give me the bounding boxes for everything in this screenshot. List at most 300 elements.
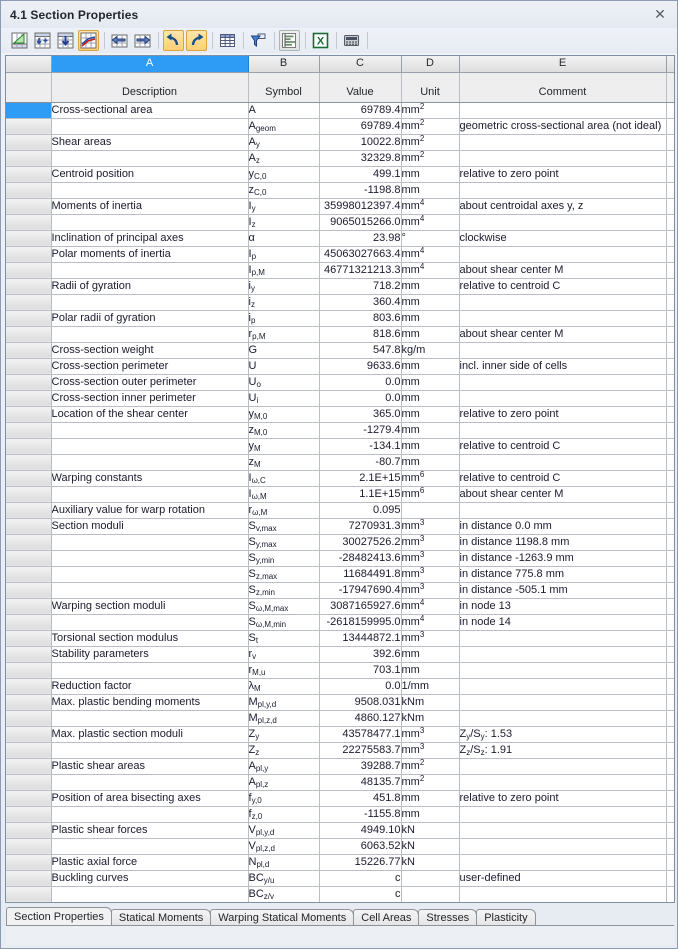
cell-comment[interactable] — [459, 630, 666, 646]
cell-unit[interactable]: kNm — [401, 694, 459, 710]
cell-symbol[interactable]: $A_{pl,z}$ — [248, 774, 319, 790]
table-row[interactable] — [6, 822, 674, 838]
cell-symbol[interactable]: $r_{\omega,M}$ — [248, 502, 319, 518]
cell-symbol[interactable]: $Z_z$ — [248, 742, 319, 758]
cell-description[interactable]: Cross-section perimeter — [51, 358, 248, 374]
table-row[interactable] — [6, 182, 674, 198]
tab-plasticity[interactable]: Plasticity — [476, 909, 535, 926]
grid-corner-cell[interactable] — [6, 56, 51, 72]
cell-comment[interactable]: $Z_z/S_z$: 1.91 — [459, 742, 666, 758]
cell-value[interactable]: 11684491.8 — [319, 566, 401, 582]
results-table-container[interactable] — [5, 55, 675, 903]
cell-unit[interactable]: mm — [401, 390, 459, 406]
cell-value[interactable]: 4860.127 — [319, 710, 401, 726]
cell-symbol[interactable]: $N_{pl,d}$ — [248, 854, 319, 870]
row-header[interactable] — [6, 198, 51, 214]
cell-description[interactable]: Torsional section modulus — [51, 630, 248, 646]
cell-symbol[interactable]: $S_{\omega,M,max}$ — [248, 598, 319, 614]
cell-value[interactable]: 39288.7 — [319, 758, 401, 774]
next-arrow-icon[interactable] — [132, 30, 153, 51]
calculator-icon[interactable] — [341, 30, 362, 51]
cell-value[interactable]: 22275583.7 — [319, 742, 401, 758]
cell-symbol[interactable]: $A_y$ — [248, 134, 319, 150]
cell-symbol[interactable]: U — [248, 358, 319, 374]
cell-description[interactable] — [51, 774, 248, 790]
column-header-a[interactable]: A — [51, 56, 248, 72]
cell-unit[interactable]: $mm^3$ — [401, 566, 459, 582]
tab-statical-moments[interactable]: Statical Moments — [111, 909, 211, 926]
cell-unit[interactable]: $mm^3$ — [401, 534, 459, 550]
cell-comment[interactable] — [459, 886, 666, 902]
cell-description[interactable]: Warping section moduli — [51, 598, 248, 614]
cell-unit[interactable]: mm — [401, 438, 459, 454]
import-down-icon[interactable] — [55, 30, 76, 51]
row-header[interactable] — [6, 694, 51, 710]
row-header[interactable] — [6, 262, 51, 278]
cell-description[interactable]: Plastic shear areas — [51, 758, 248, 774]
cell-comment[interactable]: in node 14 — [459, 614, 666, 630]
bar-results-icon[interactable] — [279, 30, 300, 51]
cell-value[interactable]: c — [319, 886, 401, 902]
table-row[interactable] — [6, 710, 674, 726]
column-header-d[interactable]: D — [401, 56, 459, 72]
row-header[interactable] — [6, 310, 51, 326]
cell-value[interactable]: 3087165927.6 — [319, 598, 401, 614]
cell-description[interactable]: Location of the shear center — [51, 406, 248, 422]
cell-value[interactable]: 499.1 — [319, 166, 401, 182]
cell-symbol[interactable]: $V_{pl,z,d}$ — [248, 838, 319, 854]
cell-unit[interactable]: $mm^3$ — [401, 726, 459, 742]
cell-symbol[interactable]: $M_{pl,y,d}$ — [248, 694, 319, 710]
cell-value[interactable]: 360.4 — [319, 294, 401, 310]
cell-unit[interactable]: kN — [401, 822, 459, 838]
cell-unit[interactable]: $mm^4$ — [401, 262, 459, 278]
table-row[interactable] — [6, 166, 674, 182]
cell-value[interactable]: 4949.10 — [319, 822, 401, 838]
cell-comment[interactable] — [459, 214, 666, 230]
cell-description[interactable]: Polar radii of gyration — [51, 310, 248, 326]
row-header[interactable] — [6, 838, 51, 854]
cell-comment[interactable] — [459, 822, 666, 838]
table-row[interactable] — [6, 646, 674, 662]
table-row[interactable] — [6, 518, 674, 534]
cell-description[interactable]: Inclination of principal axes — [51, 230, 248, 246]
row-header[interactable] — [6, 550, 51, 566]
table-row[interactable] — [6, 886, 674, 902]
cell-description[interactable] — [51, 886, 248, 902]
table-row[interactable] — [6, 230, 674, 246]
table-row[interactable] — [6, 598, 674, 614]
cell-comment[interactable]: in distance -1263.9 mm — [459, 550, 666, 566]
table-row[interactable] — [6, 614, 674, 630]
row-header[interactable] — [6, 214, 51, 230]
row-header[interactable] — [6, 246, 51, 262]
cell-value[interactable]: 0.0 — [319, 678, 401, 694]
cell-value[interactable]: 23.98 — [319, 230, 401, 246]
table-grid-icon[interactable] — [217, 30, 238, 51]
cell-symbol[interactable]: $i_y$ — [248, 278, 319, 294]
cell-comment[interactable] — [459, 374, 666, 390]
cell-unit[interactable]: $mm^3$ — [401, 742, 459, 758]
cell-description[interactable] — [51, 150, 248, 166]
cell-value[interactable]: 0.0 — [319, 374, 401, 390]
cell-symbol[interactable]: α — [248, 230, 319, 246]
cell-comment[interactable]: about shear center M — [459, 262, 666, 278]
cell-value[interactable]: -1279.4 — [319, 422, 401, 438]
cell-symbol[interactable]: $z_{M,0}$ — [248, 422, 319, 438]
cell-comment[interactable] — [459, 422, 666, 438]
cell-description[interactable] — [51, 838, 248, 854]
table-row[interactable] — [6, 438, 674, 454]
cell-comment[interactable]: relative to centroid C — [459, 278, 666, 294]
cell-description[interactable]: Reduction factor — [51, 678, 248, 694]
table-row[interactable] — [6, 118, 674, 134]
row-header[interactable] — [6, 518, 51, 534]
cell-value[interactable]: 818.6 — [319, 326, 401, 342]
cell-unit[interactable]: mm — [401, 422, 459, 438]
row-header[interactable] — [6, 390, 51, 406]
cell-value[interactable]: 6063.52 — [319, 838, 401, 854]
cell-description[interactable] — [51, 182, 248, 198]
cell-symbol[interactable]: $BC_{y/u}$ — [248, 870, 319, 886]
row-header[interactable] — [6, 470, 51, 486]
cell-value[interactable]: 1.1E+15 — [319, 486, 401, 502]
cell-comment[interactable] — [459, 838, 666, 854]
cell-comment[interactable]: clockwise — [459, 230, 666, 246]
cell-comment[interactable] — [459, 390, 666, 406]
cell-description[interactable] — [51, 614, 248, 630]
cell-description[interactable]: Cross-section outer perimeter — [51, 374, 248, 390]
cell-description[interactable]: Cross-sectional area — [51, 102, 248, 118]
row-header[interactable] — [6, 438, 51, 454]
cell-symbol[interactable]: $Z_y$ — [248, 726, 319, 742]
table-row[interactable] — [6, 454, 674, 470]
cell-unit[interactable]: $mm^2$ — [401, 102, 459, 118]
table-row[interactable] — [6, 246, 674, 262]
cell-comment[interactable]: user-defined — [459, 870, 666, 886]
row-header[interactable] — [6, 118, 51, 134]
cell-description[interactable] — [51, 742, 248, 758]
cell-symbol[interactable]: $S_{y,max}$ — [248, 534, 319, 550]
cell-unit[interactable]: $mm^3$ — [401, 550, 459, 566]
cell-value[interactable]: 46771321213.3 — [319, 262, 401, 278]
cell-comment[interactable]: in distance -505.1 mm — [459, 582, 666, 598]
cell-unit[interactable]: mm — [401, 790, 459, 806]
cell-symbol[interactable]: $I_{\omega,M}$ — [248, 486, 319, 502]
cell-unit[interactable]: mm — [401, 166, 459, 182]
row-header[interactable] — [6, 278, 51, 294]
cell-value[interactable]: 69789.4 — [319, 102, 401, 118]
cell-symbol[interactable]: $i_p$ — [248, 310, 319, 326]
cell-symbol[interactable]: $y_{M,0}$ — [248, 406, 319, 422]
cell-value[interactable]: 35998012397.4 — [319, 198, 401, 214]
cell-comment[interactable] — [459, 662, 666, 678]
close-icon[interactable]: ✕ — [654, 6, 666, 23]
cell-unit[interactable]: $mm^4$ — [401, 598, 459, 614]
cell-symbol[interactable]: $y_M$ — [248, 438, 319, 454]
cell-comment[interactable] — [459, 694, 666, 710]
cell-unit[interactable]: mm — [401, 454, 459, 470]
cell-value[interactable]: -2618159995.0 — [319, 614, 401, 630]
row-header[interactable] — [6, 726, 51, 742]
cell-comment[interactable] — [459, 774, 666, 790]
row-header[interactable] — [6, 678, 51, 694]
cell-symbol[interactable]: $S_{\omega,M,min}$ — [248, 614, 319, 630]
table-row[interactable] — [6, 790, 674, 806]
cell-symbol[interactable]: $S_{z,max}$ — [248, 566, 319, 582]
row-header[interactable] — [6, 646, 51, 662]
cell-comment[interactable] — [459, 134, 666, 150]
cell-comment[interactable]: in distance 775.8 mm — [459, 566, 666, 582]
row-header[interactable] — [6, 566, 51, 582]
table-row[interactable] — [6, 134, 674, 150]
cell-unit[interactable]: 1/mm — [401, 678, 459, 694]
cell-value[interactable]: 392.6 — [319, 646, 401, 662]
cell-description[interactable]: Centroid position — [51, 166, 248, 182]
cell-unit[interactable]: $mm^6$ — [401, 470, 459, 486]
cell-symbol[interactable]: $I_{\omega,C}$ — [248, 470, 319, 486]
cell-value[interactable]: 0.0 — [319, 390, 401, 406]
cell-description[interactable]: Max. plastic bending moments — [51, 694, 248, 710]
table-row[interactable] — [6, 758, 674, 774]
cell-symbol[interactable]: $z_{C,0}$ — [248, 182, 319, 198]
cell-description[interactable] — [51, 214, 248, 230]
cell-value[interactable]: -80.7 — [319, 454, 401, 470]
cell-symbol[interactable]: $I_y$ — [248, 198, 319, 214]
cell-comment[interactable]: in node 13 — [459, 598, 666, 614]
cell-comment[interactable] — [459, 310, 666, 326]
cell-unit[interactable] — [401, 870, 459, 886]
cell-comment[interactable] — [459, 646, 666, 662]
cell-comment[interactable]: about shear center M — [459, 326, 666, 342]
table-row[interactable] — [6, 294, 674, 310]
cell-description[interactable] — [51, 582, 248, 598]
row-header[interactable] — [6, 374, 51, 390]
row-header[interactable] — [6, 854, 51, 870]
cell-value[interactable]: 7270931.3 — [319, 518, 401, 534]
row-header[interactable] — [6, 886, 51, 902]
cell-unit[interactable]: $mm^2$ — [401, 134, 459, 150]
cell-value[interactable]: 30027526.2 — [319, 534, 401, 550]
cell-unit[interactable]: $mm^4$ — [401, 246, 459, 262]
cell-unit[interactable]: mm — [401, 646, 459, 662]
cell-description[interactable] — [51, 118, 248, 134]
cell-comment[interactable] — [459, 678, 666, 694]
graphics-icon[interactable] — [9, 30, 30, 51]
table-row[interactable] — [6, 486, 674, 502]
cell-comment[interactable]: relative to centroid C — [459, 470, 666, 486]
cell-comment[interactable] — [459, 710, 666, 726]
cell-unit[interactable]: kNm — [401, 710, 459, 726]
cell-description[interactable] — [51, 710, 248, 726]
cell-value[interactable]: 0.095 — [319, 502, 401, 518]
cell-description[interactable] — [51, 262, 248, 278]
cell-unit[interactable]: mm — [401, 406, 459, 422]
row-header[interactable] — [6, 486, 51, 502]
cell-value[interactable]: 9508.031 — [319, 694, 401, 710]
table-row[interactable] — [6, 678, 674, 694]
cell-description[interactable]: Cross-section weight — [51, 342, 248, 358]
row-header[interactable] — [6, 454, 51, 470]
cell-value[interactable]: 547.8 — [319, 342, 401, 358]
table-row[interactable] — [6, 150, 674, 166]
row-header[interactable] — [6, 182, 51, 198]
row-header[interactable] — [6, 326, 51, 342]
cell-value[interactable]: 15226.77 — [319, 854, 401, 870]
cell-symbol[interactable]: $S_{z,min}$ — [248, 582, 319, 598]
tab-stresses[interactable]: Stresses — [418, 909, 477, 926]
row-header[interactable] — [6, 422, 51, 438]
cell-unit[interactable]: ° — [401, 230, 459, 246]
row-header[interactable] — [6, 822, 51, 838]
cell-value[interactable]: -17947690.4 — [319, 582, 401, 598]
cell-description[interactable]: Cross-section inner perimeter — [51, 390, 248, 406]
table-row[interactable] — [6, 854, 674, 870]
cell-unit[interactable]: mm — [401, 182, 459, 198]
row-header[interactable] — [6, 870, 51, 886]
table-row[interactable] — [6, 358, 674, 374]
tab-cell-areas[interactable]: Cell Areas — [353, 909, 419, 926]
cell-unit[interactable]: mm — [401, 374, 459, 390]
table-row[interactable] — [6, 310, 674, 326]
cell-value[interactable]: c — [319, 870, 401, 886]
cell-unit[interactable]: kN — [401, 838, 459, 854]
cell-description[interactable] — [51, 294, 248, 310]
row-header[interactable] — [6, 774, 51, 790]
row-header[interactable] — [6, 358, 51, 374]
cell-symbol[interactable]: $S_{v,max}$ — [248, 518, 319, 534]
cell-unit[interactable]: mm — [401, 806, 459, 822]
tab-section-properties[interactable]: Section Properties — [6, 907, 112, 926]
cell-comment[interactable] — [459, 102, 666, 118]
cell-comment[interactable]: relative to zero point — [459, 790, 666, 806]
cell-description[interactable]: Plastic axial force — [51, 854, 248, 870]
excel-export-icon[interactable] — [310, 30, 331, 51]
cell-description[interactable]: Max. plastic section moduli — [51, 726, 248, 742]
cell-value[interactable]: 365.0 — [319, 406, 401, 422]
cell-comment[interactable] — [459, 758, 666, 774]
redo-icon[interactable] — [186, 30, 207, 51]
undo-icon[interactable] — [163, 30, 184, 51]
column-header-b[interactable]: B — [248, 56, 319, 72]
table-row[interactable] — [6, 278, 674, 294]
cell-unit[interactable]: $mm^6$ — [401, 486, 459, 502]
cell-description[interactable]: Section moduli — [51, 518, 248, 534]
cell-comment[interactable]: in distance 0.0 mm — [459, 518, 666, 534]
row-header[interactable] — [6, 662, 51, 678]
table-row[interactable] — [6, 102, 674, 118]
cell-description[interactable]: Buckling curves — [51, 870, 248, 886]
cell-description[interactable]: Polar moments of inertia — [51, 246, 248, 262]
cell-value[interactable]: 803.6 — [319, 310, 401, 326]
row-header[interactable] — [6, 134, 51, 150]
cell-value[interactable]: -1155.8 — [319, 806, 401, 822]
cell-symbol[interactable]: $U_o$ — [248, 374, 319, 390]
table-row[interactable] — [6, 726, 674, 742]
cell-comment[interactable]: geometric cross-sectional area (not ideal) — [459, 118, 666, 134]
cell-unit[interactable]: $mm^3$ — [401, 582, 459, 598]
cell-symbol[interactable]: $BC_{z/v}$ — [248, 886, 319, 902]
cell-comment[interactable] — [459, 294, 666, 310]
row-header[interactable] — [6, 406, 51, 422]
cell-unit[interactable] — [401, 886, 459, 902]
cell-unit[interactable]: $mm^3$ — [401, 518, 459, 534]
cell-unit[interactable]: $mm^4$ — [401, 214, 459, 230]
cell-value[interactable]: 32329.8 — [319, 150, 401, 166]
cell-comment[interactable]: relative to zero point — [459, 166, 666, 182]
table-row[interactable] — [6, 550, 674, 566]
table-row[interactable] — [6, 662, 674, 678]
cell-description[interactable] — [51, 662, 248, 678]
cell-comment[interactable] — [459, 806, 666, 822]
cell-description[interactable]: Plastic shear forces — [51, 822, 248, 838]
cell-symbol[interactable]: $i_z$ — [248, 294, 319, 310]
cell-symbol[interactable]: $I_z$ — [248, 214, 319, 230]
cell-symbol[interactable]: $M_{pl,z,d}$ — [248, 710, 319, 726]
cell-unit[interactable]: $mm^3$ — [401, 630, 459, 646]
cell-symbol[interactable]: $A_{pl,y}$ — [248, 758, 319, 774]
row-header[interactable] — [6, 598, 51, 614]
cell-symbol[interactable]: $f_{z,0}$ — [248, 806, 319, 822]
row-header[interactable] — [6, 230, 51, 246]
diagram-chart-icon[interactable] — [78, 30, 99, 51]
table-row[interactable] — [6, 774, 674, 790]
cell-value[interactable]: 43578477.1 — [319, 726, 401, 742]
table-row[interactable] — [6, 214, 674, 230]
cell-unit[interactable]: kN — [401, 854, 459, 870]
cell-comment[interactable] — [459, 854, 666, 870]
cell-comment[interactable]: incl. inner side of cells — [459, 358, 666, 374]
cell-symbol[interactable]: $r_v$ — [248, 646, 319, 662]
table-row[interactable] — [6, 694, 674, 710]
cell-description[interactable] — [51, 454, 248, 470]
cell-value[interactable]: -134.1 — [319, 438, 401, 454]
cell-description[interactable] — [51, 550, 248, 566]
cell-symbol[interactable]: $S_{y,min}$ — [248, 550, 319, 566]
row-header[interactable] — [6, 534, 51, 550]
cell-comment[interactable]: relative to zero point — [459, 406, 666, 422]
table-row[interactable] — [6, 342, 674, 358]
cell-value[interactable]: 718.2 — [319, 278, 401, 294]
cell-unit[interactable]: $mm^2$ — [401, 774, 459, 790]
row-header[interactable] — [6, 806, 51, 822]
cell-value[interactable]: 2.1E+15 — [319, 470, 401, 486]
cell-value[interactable]: 9065015266.0 — [319, 214, 401, 230]
filter-icon[interactable] — [248, 30, 269, 51]
cell-description[interactable] — [51, 326, 248, 342]
cell-unit[interactable]: $mm^4$ — [401, 198, 459, 214]
table-row[interactable] — [6, 582, 674, 598]
cell-description[interactable] — [51, 534, 248, 550]
cell-comment[interactable] — [459, 150, 666, 166]
cell-symbol[interactable]: $S_t$ — [248, 630, 319, 646]
cell-unit[interactable]: $mm^2$ — [401, 758, 459, 774]
cell-value[interactable]: 9633.6 — [319, 358, 401, 374]
row-header[interactable] — [6, 166, 51, 182]
cell-unit[interactable]: mm — [401, 326, 459, 342]
cell-symbol[interactable]: $A_z$ — [248, 150, 319, 166]
table-row[interactable] — [6, 806, 674, 822]
cell-description[interactable]: Auxiliary value for warp rotation — [51, 502, 248, 518]
cell-description[interactable] — [51, 486, 248, 502]
cell-description[interactable]: Position of area bisecting axes — [51, 790, 248, 806]
table-row[interactable] — [6, 198, 674, 214]
cell-comment[interactable] — [459, 502, 666, 518]
cell-comment[interactable]: about centroidal axes y, z — [459, 198, 666, 214]
cell-symbol[interactable]: $r_{p,M}$ — [248, 326, 319, 342]
cell-symbol[interactable]: $r_{M,u}$ — [248, 662, 319, 678]
column-header-c[interactable]: C — [319, 56, 401, 72]
